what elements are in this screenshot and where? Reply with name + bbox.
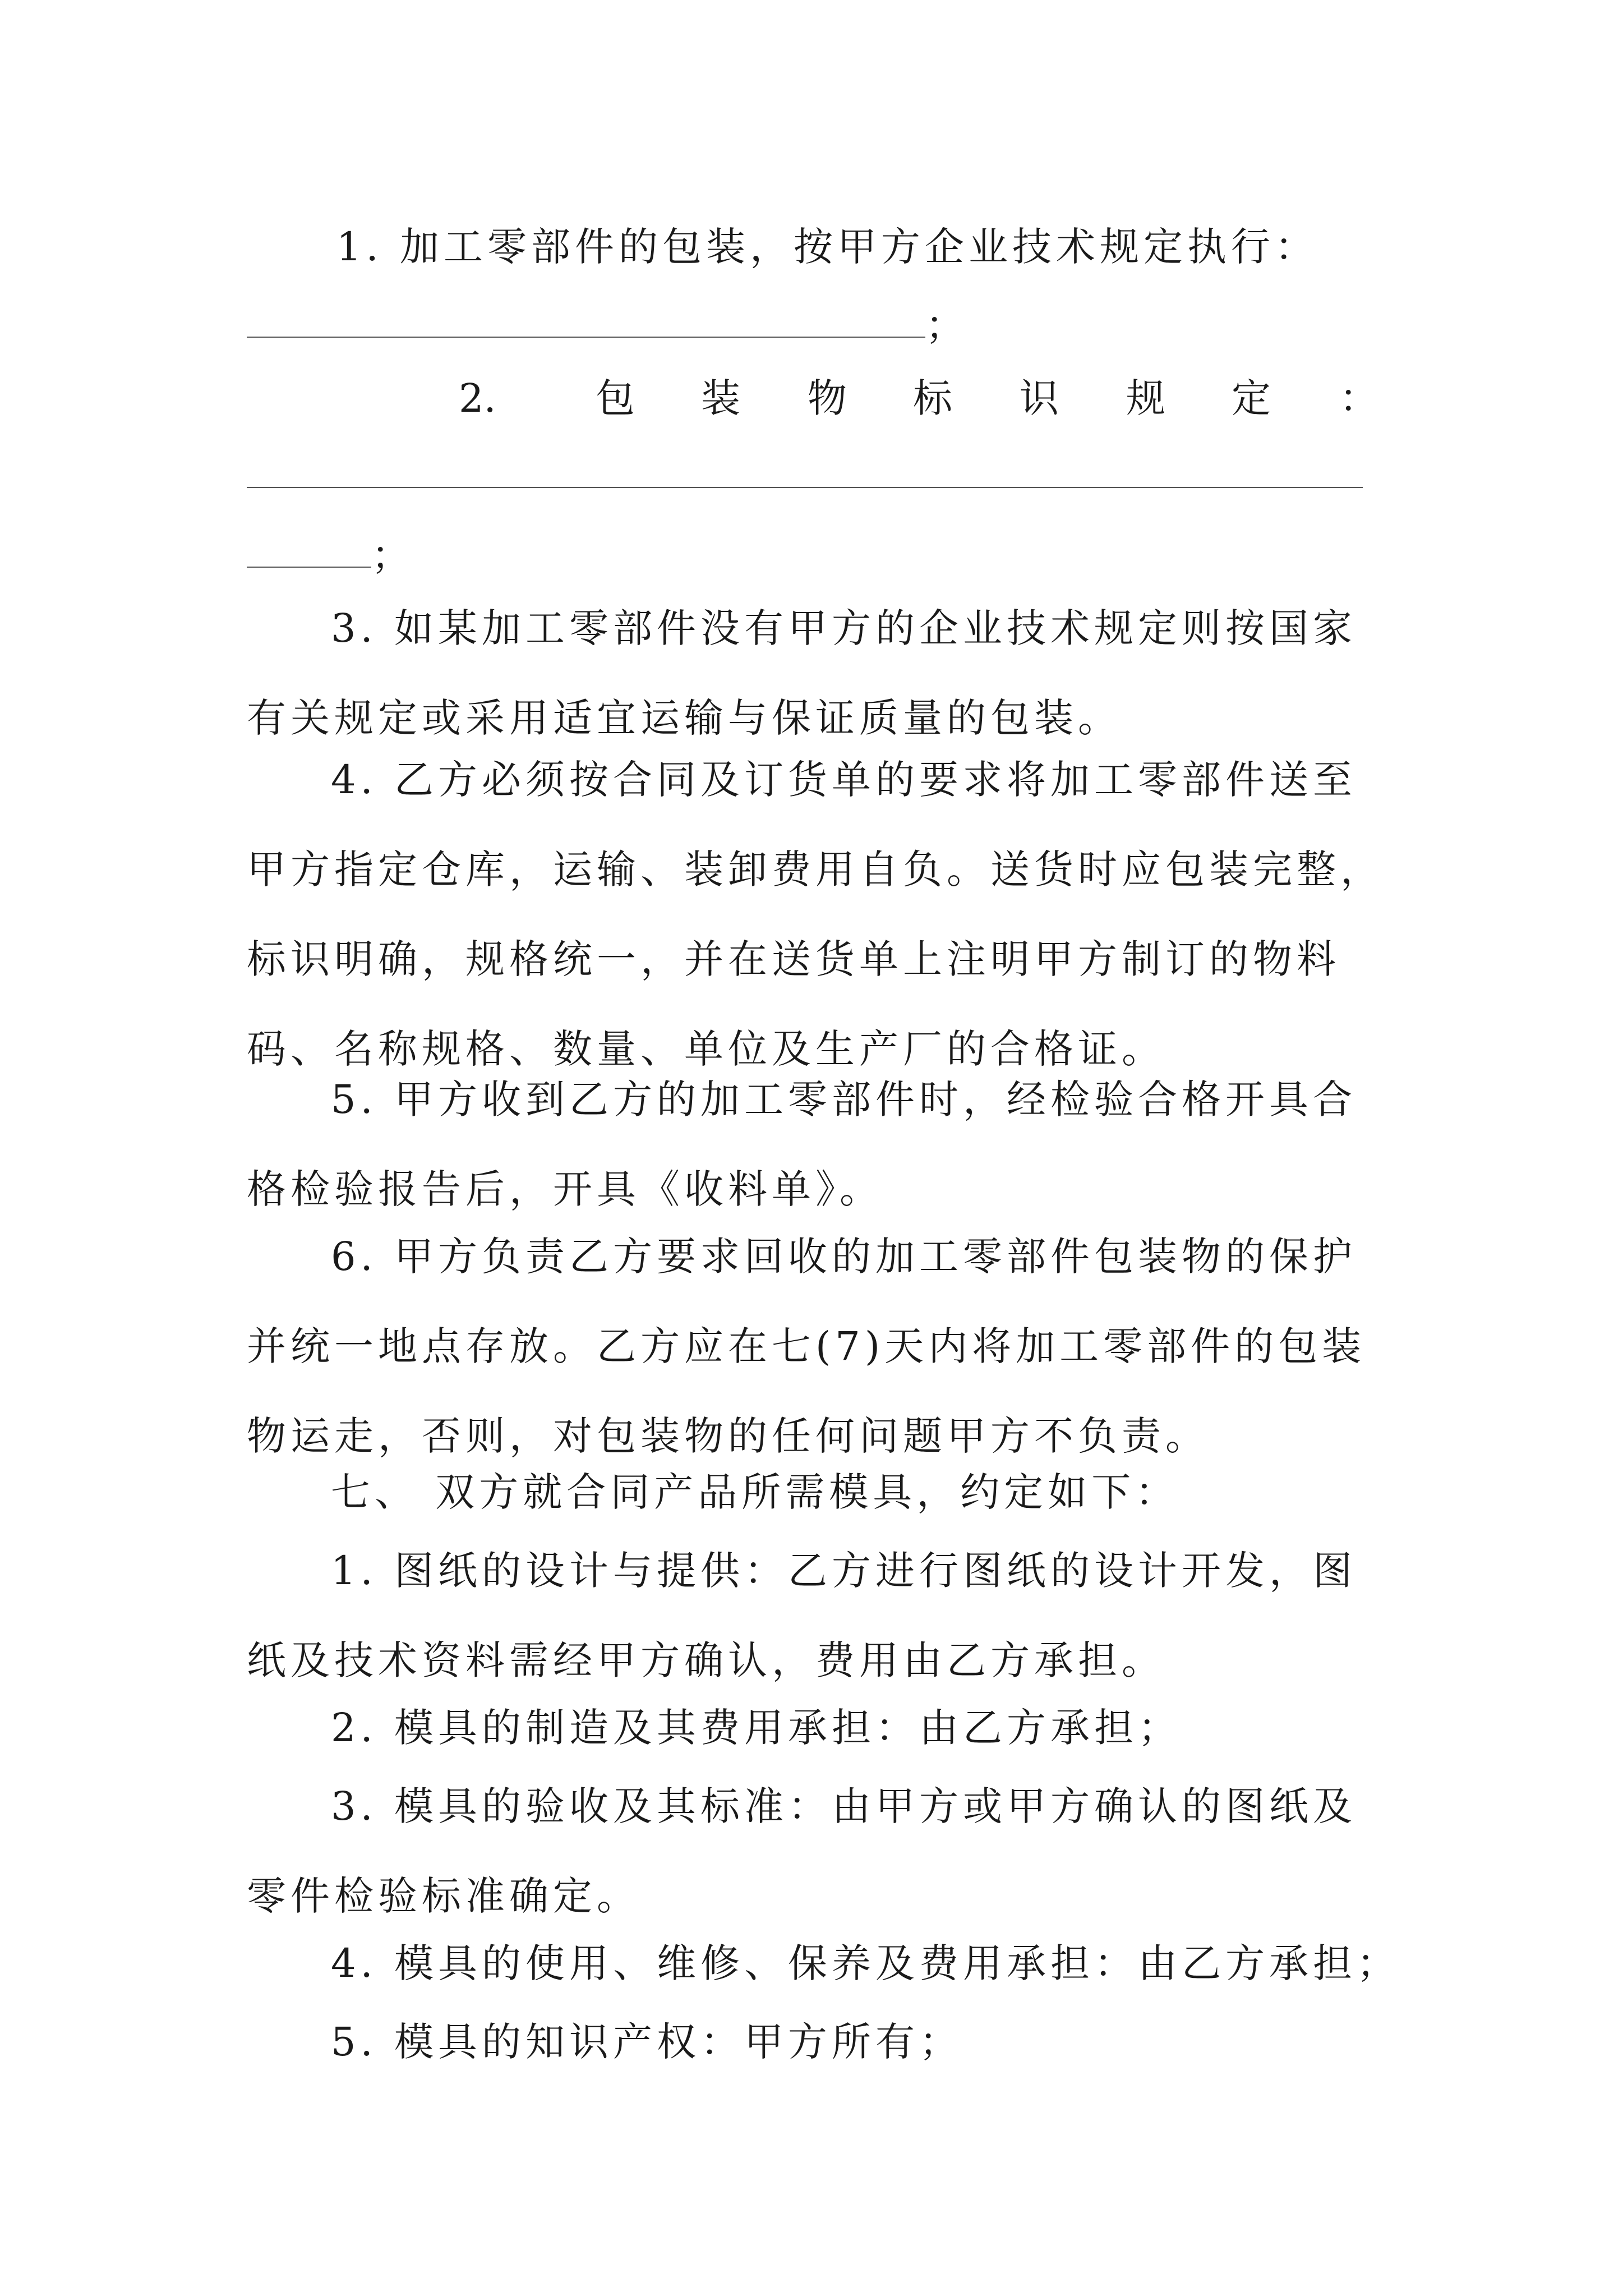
clause-6: 6. 甲方负责乙方要求回收的加工零部件包装物的保护并统一地点存放。乙方应在七(7)天内将加工零部件的包装物运走，否则，对包装物的任何问题甲方不负责。 [247, 1234, 1366, 1459]
clause-label-char: 规 [1126, 375, 1165, 421]
section-heading: 七、 双方就合同产品所需模具，约定如下： [331, 1469, 1179, 1515]
clause-label-number: 2. [459, 375, 496, 421]
subclause-3: 3. 模具的验收及其标准：由甲方或甲方确认的图纸及零件检验标准确定。 [247, 1783, 1357, 1919]
clause-label-char: 识 [1020, 375, 1059, 421]
clause-5: 5. 甲方收到乙方的加工零部件时，经检验合格开具合格检验报告后，开具《收料单》。 [247, 1076, 1357, 1212]
clause-label-char: 包 [596, 375, 635, 421]
subclause-1: 1. 图纸的设计与提供：乙方进行图纸的设计开发，图纸及技术资料需经甲方确认，费用由乙方承担。 [247, 1548, 1357, 1683]
subclause-4: 4. 模具的使用、维修、保养及费用承担：由乙方承担； [331, 1940, 1401, 1986]
clause-label-char: 标 [913, 375, 952, 421]
clause-label-char: 定 [1232, 375, 1271, 421]
subclause-2: 2. 模具的制造及其费用承担：由乙方承担； [331, 1705, 1182, 1751]
clause-label-char: 物 [808, 375, 847, 421]
subclause-5: 5. 模具的知识产权：甲方所有； [331, 2019, 963, 2065]
fill-in-blank [247, 567, 371, 568]
clause-4: 4. 乙方必须按合同及订货单的要求将加工零部件送至甲方指定仓库，运输、装卸费用自负。送货时应包装完整，标识明确，规格统一，并在送货单上注明甲方制订的物料码、名称规格、数量、单位及生产厂的合格证。 [247, 757, 1384, 1072]
fill-in-blank [247, 487, 1363, 488]
clause-packaging-standard: 1. 加工零部件的包装，按甲方企业技术规定执行： [336, 224, 1319, 270]
clause-end-mark: ； [371, 532, 415, 578]
clause-end-mark: ； [925, 302, 969, 348]
clause-label-char: 装 [701, 375, 740, 421]
clause-3: 3. 如某加工零部件没有甲方的企业技术规定则按国家有关规定或采用适宜运输与保证质量的包装。 [247, 605, 1357, 741]
fill-in-blank [247, 337, 925, 338]
clause-label-char: ： [1339, 375, 1378, 421]
